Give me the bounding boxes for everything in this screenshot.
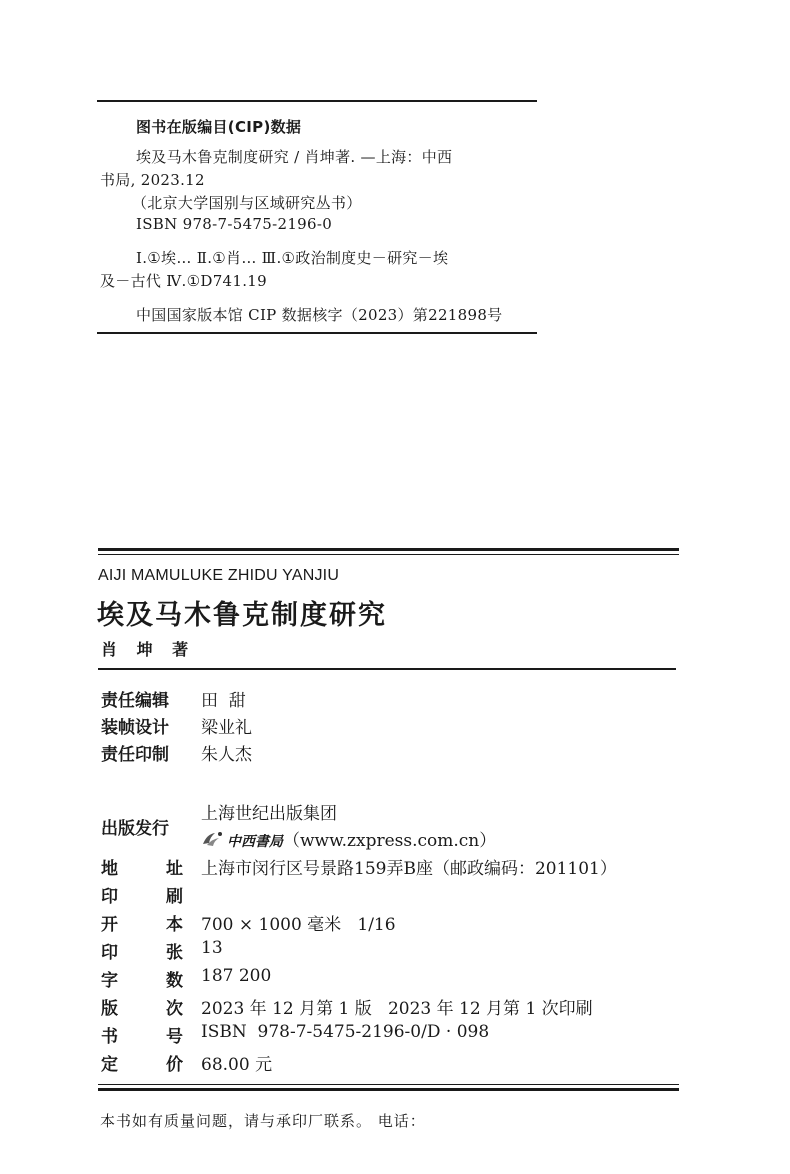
cip-footer: 中国国家版本馆 CIP 数据核字（2023）第221898号 bbox=[136, 306, 503, 324]
book-author: 肖 坤 著 bbox=[101, 640, 189, 659]
cip-line-5: Ⅰ.①埃… Ⅱ.①肖… Ⅲ.①政治制度史－研究－埃 bbox=[136, 249, 449, 267]
staff-label-printing: 责任印制 bbox=[101, 745, 169, 765]
spec-value-isbn: ISBN 978-7-5475-2196-0/D · 098 bbox=[201, 1022, 490, 1042]
book-title-pinyin: AIJI MAMULUKE ZHIDU YANJIU bbox=[98, 567, 340, 584]
cip-line-2: 书局, 2023.12 bbox=[100, 171, 205, 189]
spec-value-edition: 2023 年 12 月第 1 版 2023 年 12 月第 1 次印刷 bbox=[201, 999, 593, 1019]
book-title: 埃及马木鲁克制度研究 bbox=[97, 600, 387, 631]
spec-value-price: 68.00 元 bbox=[201, 1055, 273, 1075]
title-divider bbox=[98, 668, 676, 670]
spec-value-wordcount: 187 200 bbox=[201, 966, 272, 986]
spec-label-printer: 印 刷 bbox=[101, 887, 183, 907]
cip-line-6: 及－古代 Ⅳ.①D741.19 bbox=[100, 272, 267, 290]
publisher-logo-icon bbox=[201, 830, 223, 853]
cip-top-rule bbox=[97, 100, 537, 102]
cip-line-1: 埃及马木鲁克制度研究 / 肖坤著. —上海：中西 bbox=[136, 148, 453, 166]
cip-line-4: ISBN 978-7-5475-2196-0 bbox=[136, 215, 333, 233]
cip-heading: 图书在版编目(CIP)数据 bbox=[136, 118, 302, 136]
spec-value-sheets: 13 bbox=[201, 938, 223, 958]
publisher-logo-text: 中西書局 bbox=[227, 834, 283, 850]
copyright-bottom-rule-thick bbox=[98, 1088, 679, 1091]
spec-label-isbn: 书 号 bbox=[101, 1027, 183, 1047]
staff-value-printing: 朱人杰 bbox=[201, 745, 252, 765]
spec-label-address: 地 址 bbox=[101, 859, 183, 879]
spec-label-format: 开 本 bbox=[101, 915, 183, 935]
publisher-imprint bbox=[201, 826, 496, 853]
cip-bottom-rule bbox=[97, 332, 537, 334]
staff-value-editor: 田 甜 bbox=[201, 691, 246, 711]
publisher-label: 出版发行 bbox=[101, 819, 169, 839]
spec-label-price: 定 价 bbox=[101, 1055, 183, 1075]
copyright-top-rule-thin bbox=[98, 554, 679, 555]
spec-label-wordcount: 字 数 bbox=[101, 971, 183, 991]
publisher-website: （www.zxpress.com.cn） bbox=[283, 831, 497, 851]
copyright-bottom-rule-thin bbox=[98, 1084, 679, 1085]
staff-label-designer: 装帧设计 bbox=[101, 718, 169, 738]
cip-line-3: （北京大学国别与区域研究丛书） bbox=[132, 194, 362, 212]
copyright-top-rule-thick bbox=[98, 548, 679, 551]
publisher-group: 上海世纪出版集团 bbox=[201, 804, 337, 824]
staff-value-designer: 梁业礼 bbox=[201, 718, 252, 738]
staff-label-editor: 责任编辑 bbox=[101, 691, 169, 711]
spec-value-address: 上海市闵行区号景路159弄B座（邮政编码：201101） bbox=[201, 859, 617, 879]
quality-notice: 本书如有质量问题，请与承印厂联系。 电话： bbox=[100, 1112, 426, 1130]
spec-label-sheets: 印 张 bbox=[101, 943, 183, 963]
spec-value-format: 700 × 1000 毫米 1/16 bbox=[201, 915, 396, 935]
spec-label-edition: 版 次 bbox=[101, 999, 183, 1019]
